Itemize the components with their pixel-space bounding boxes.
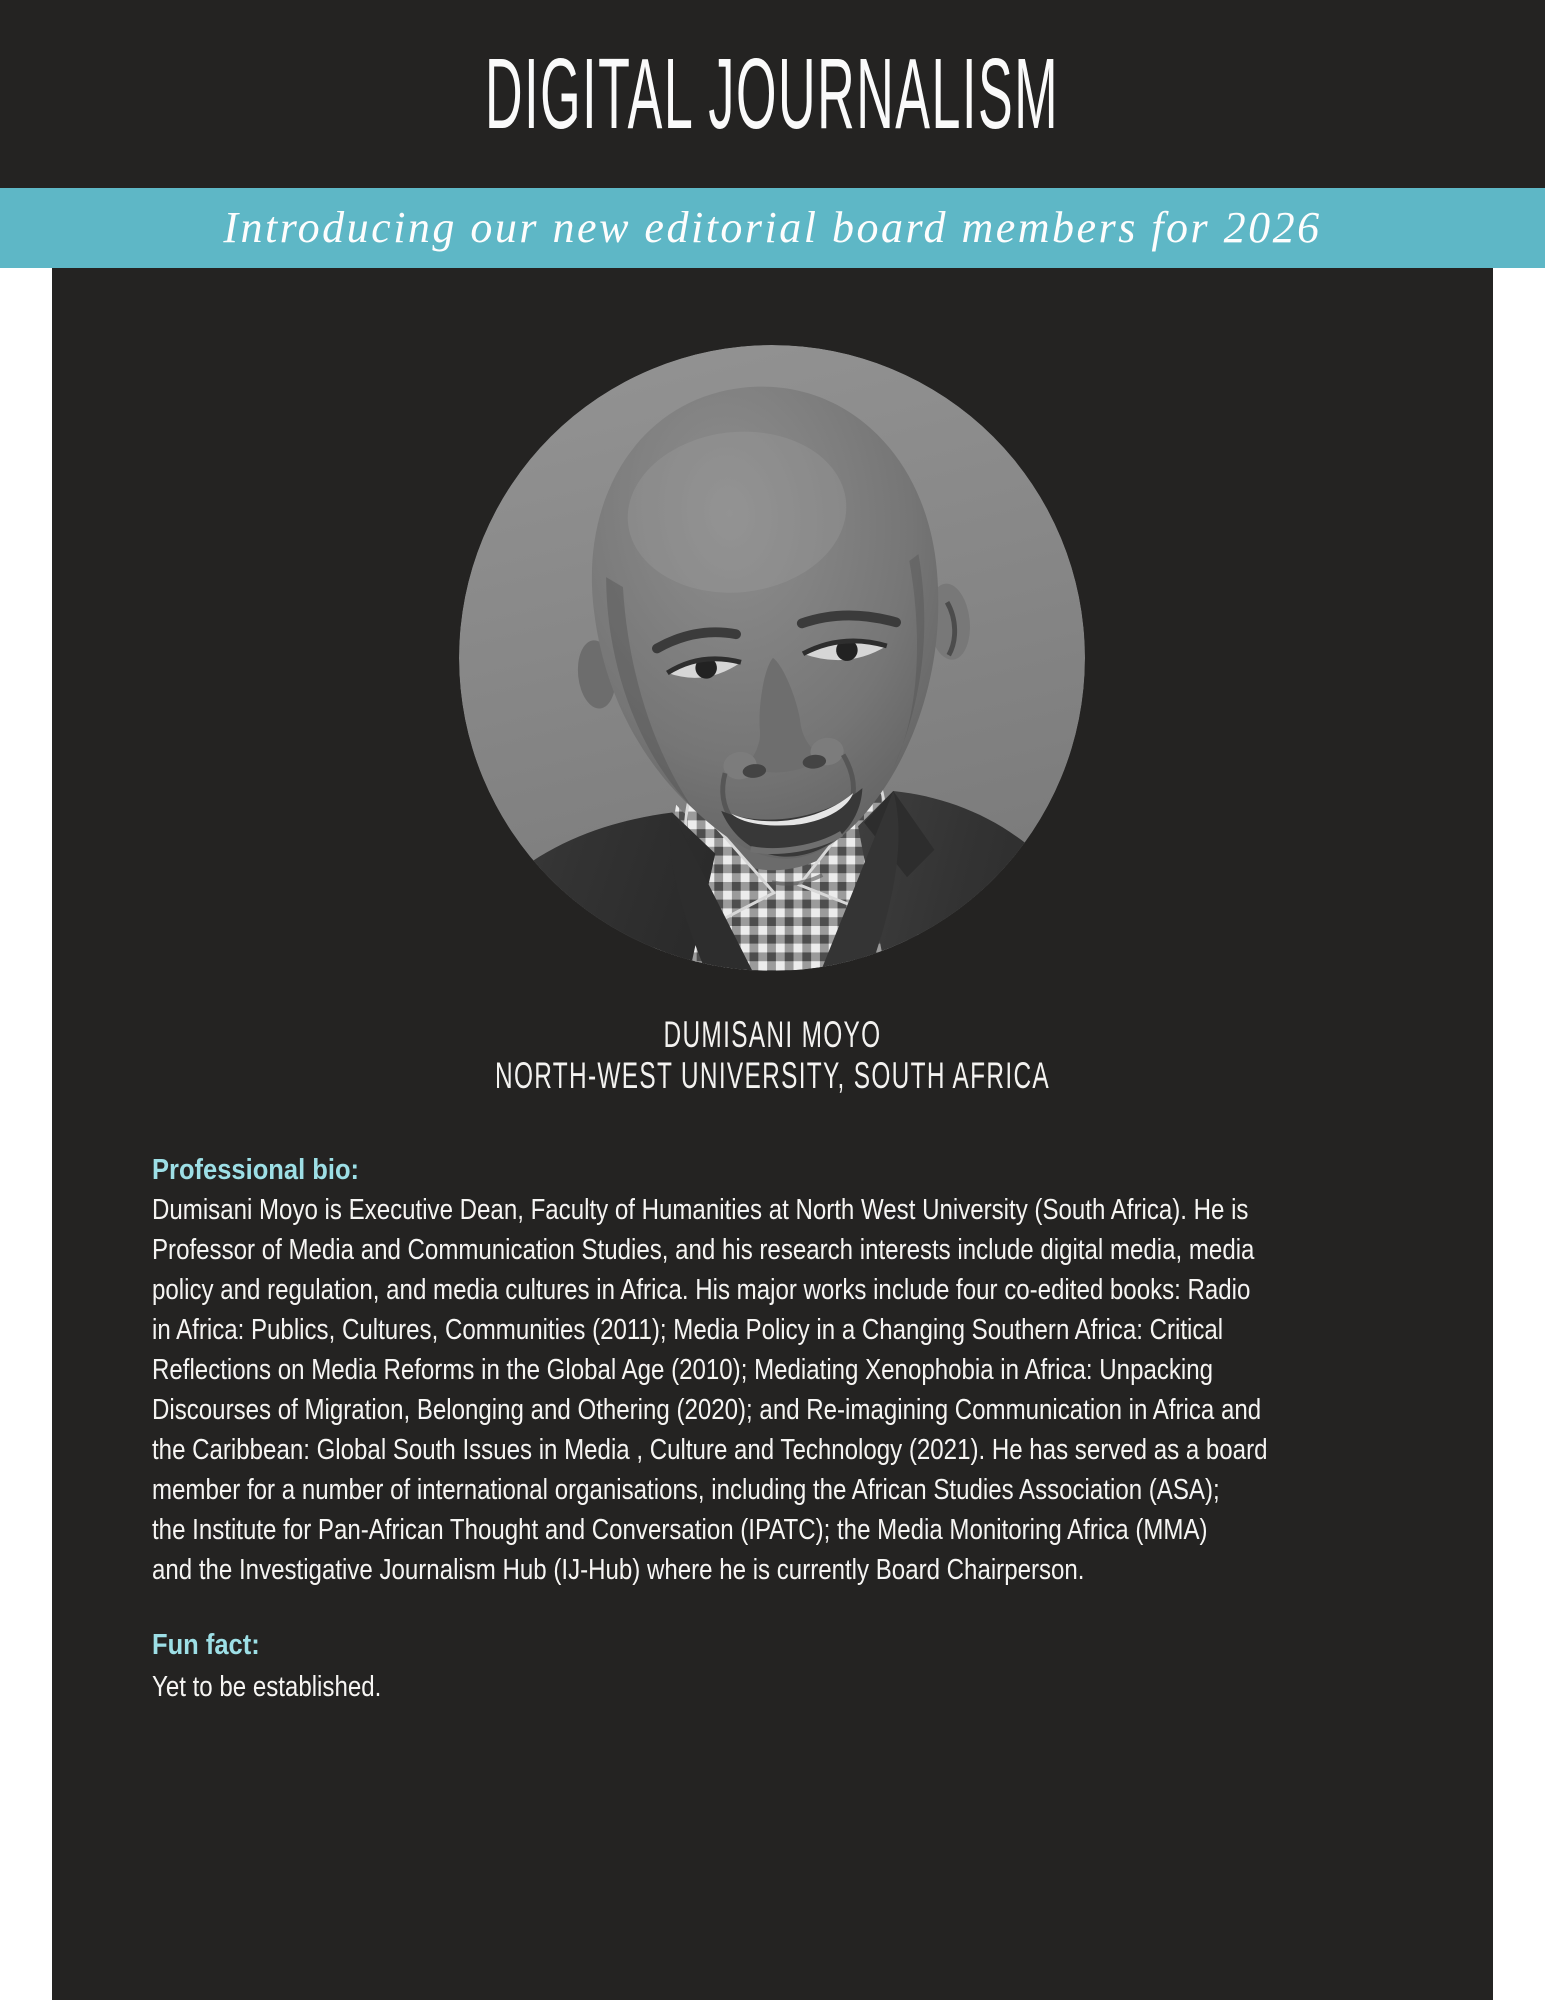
- member-affiliation: NORTH-WEST UNIVERSITY, SOUTH AFRICA: [494, 1055, 1051, 1096]
- portrait-illustration: [459, 345, 1085, 971]
- page-title: DIGITAL JOURNALISM: [485, 38, 1060, 150]
- member-name: DUMISANI MOYO: [663, 1014, 882, 1055]
- fun-fact-heading: Fun fact:: [152, 1629, 260, 1661]
- bio-heading: Professional bio:: [152, 1154, 360, 1186]
- member-name-block: [52, 1014, 1493, 1096]
- bio-section: [152, 1150, 1493, 1590]
- member-card-panel: [52, 268, 1493, 2000]
- member-portrait-photo: [459, 345, 1085, 971]
- bio-line: member for a number of international organisations, including the African Studies Association (ASA);: [152, 1474, 1220, 1506]
- bio-line: the Caribbean: Global South Issues in Media , Culture and Technology (2021). He has served as a board: [152, 1434, 1268, 1466]
- bio-line: the Institute for Pan-African Thought and Conversation (IPATC); the Media Monitoring Africa (MMA): [152, 1514, 1208, 1546]
- intro-banner-text: Introducing our new editorial board members for 2026: [223, 203, 1322, 252]
- bio-line: Dumisani Moyo is Executive Dean, Faculty of Humanities at North West University (South Africa). He is: [152, 1194, 1249, 1226]
- bio-line: and the Investigative Journalism Hub (IJ-Hub) where he is currently Board Chairperson.: [152, 1554, 1085, 1586]
- fun-fact-section: [152, 1625, 428, 1707]
- bio-line: Professor of Media and Communication Studies, and his research interests include digital media, media: [152, 1234, 1255, 1266]
- bio-line: in Africa: Publics, Cultures, Communities (2011); Media Policy in a Changing Southern Africa: Critical: [152, 1314, 1224, 1346]
- bio-line: policy and regulation, and media cultures in Africa. His major works include four co-edited books: Radio: [152, 1274, 1251, 1306]
- bio-text: [152, 1190, 1493, 1590]
- bio-line: Discourses of Migration, Belonging and Othering (2020); and Re-imagining Communication in Africa and: [152, 1394, 1262, 1426]
- fun-fact-text: Yet to be established.: [152, 1671, 382, 1703]
- page-header: [0, 0, 1545, 188]
- intro-banner: [0, 188, 1545, 268]
- bio-line: Reflections on Media Reforms in the Global Age (2010); Mediating Xenophobia in Africa: Unpacking: [152, 1354, 1214, 1386]
